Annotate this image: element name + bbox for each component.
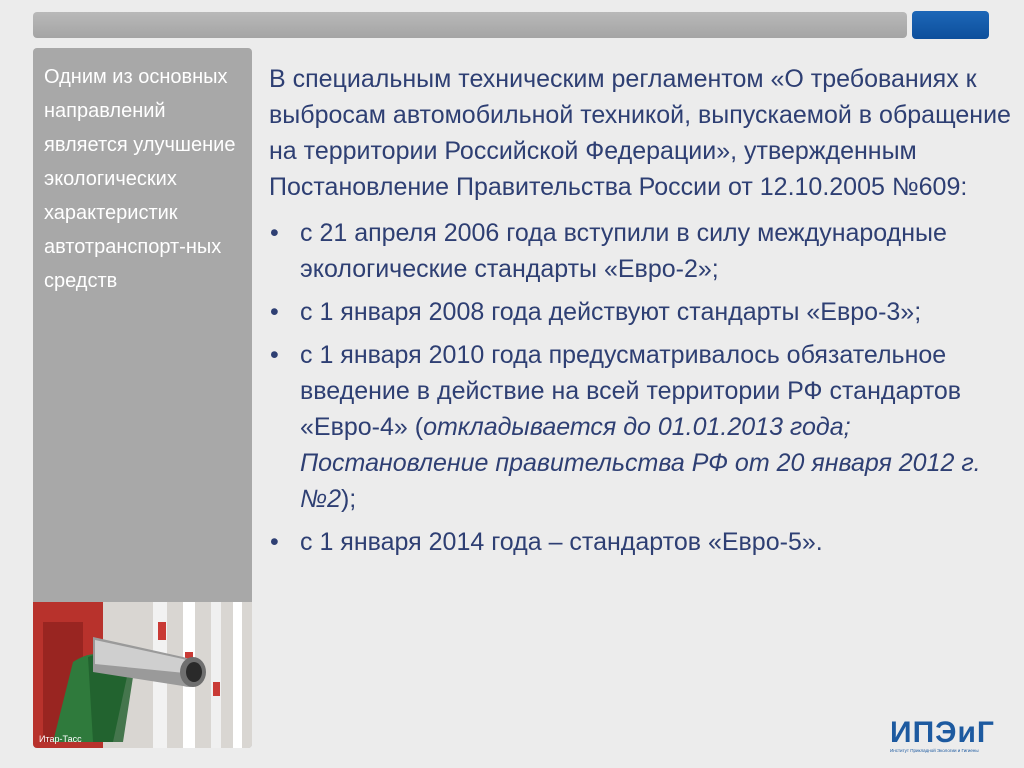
top-accent-block: [912, 11, 989, 39]
list-item-text: с 1 января 2008 года действуют стандарты «Евро-3»;: [300, 298, 922, 326]
logo-subtitle: Институт Прикладной Экологии и Гигиены: [890, 748, 979, 753]
list-item: [269, 294, 1014, 330]
list-item-tail: );: [340, 485, 357, 513]
list-item-text: с 1 января 2010 года предусматривалось обязательное введение в действие на всей территории РФ стандартов «Евро-4» (: [300, 341, 962, 441]
photo-credit: Итар-Тасс: [39, 734, 82, 744]
bullet-icon: •: [270, 528, 279, 556]
bullet-icon: •: [270, 219, 279, 247]
top-decorative-bar: [33, 12, 907, 38]
list-item-italic-note: откладывается до 01.01.2013 года; Постановление правительства РФ от 20 января 2012 г. №2: [300, 413, 981, 513]
side-panel-text: Одним из основных направлений является улучшение экологических характеристик автотранспорт-ных средств: [44, 66, 236, 292]
list-item-text: с 21 апреля 2006 года вступили в силу международные экологические стандарты «Евро-2»;: [300, 219, 947, 283]
logo-wordmark: ИПЭиГ: [890, 716, 995, 749]
list-item: [269, 524, 1014, 560]
list-item-text: с 1 января 2014 года – стандартов «Евро-5».: [300, 528, 823, 556]
bullet-icon: •: [270, 341, 279, 369]
institute-logo: [890, 718, 996, 758]
list-item: [269, 337, 1014, 517]
list-item: [269, 215, 1014, 287]
bullet-icon: •: [270, 298, 279, 326]
main-content: [269, 61, 1014, 567]
fuel-nozzle-image: [33, 602, 252, 748]
intro-paragraph: В специальным техническим регламентом «О требованиях к выбросам автомобильной техникой, выпускаемой в обращение на территории Российской Федерации», утвержденным Постановление Правительства России от 12.10.2005 №609:: [269, 65, 1011, 201]
bullet-list: [269, 215, 1014, 560]
side-panel: [33, 48, 252, 748]
fuel-nozzle-photo: [33, 602, 252, 748]
